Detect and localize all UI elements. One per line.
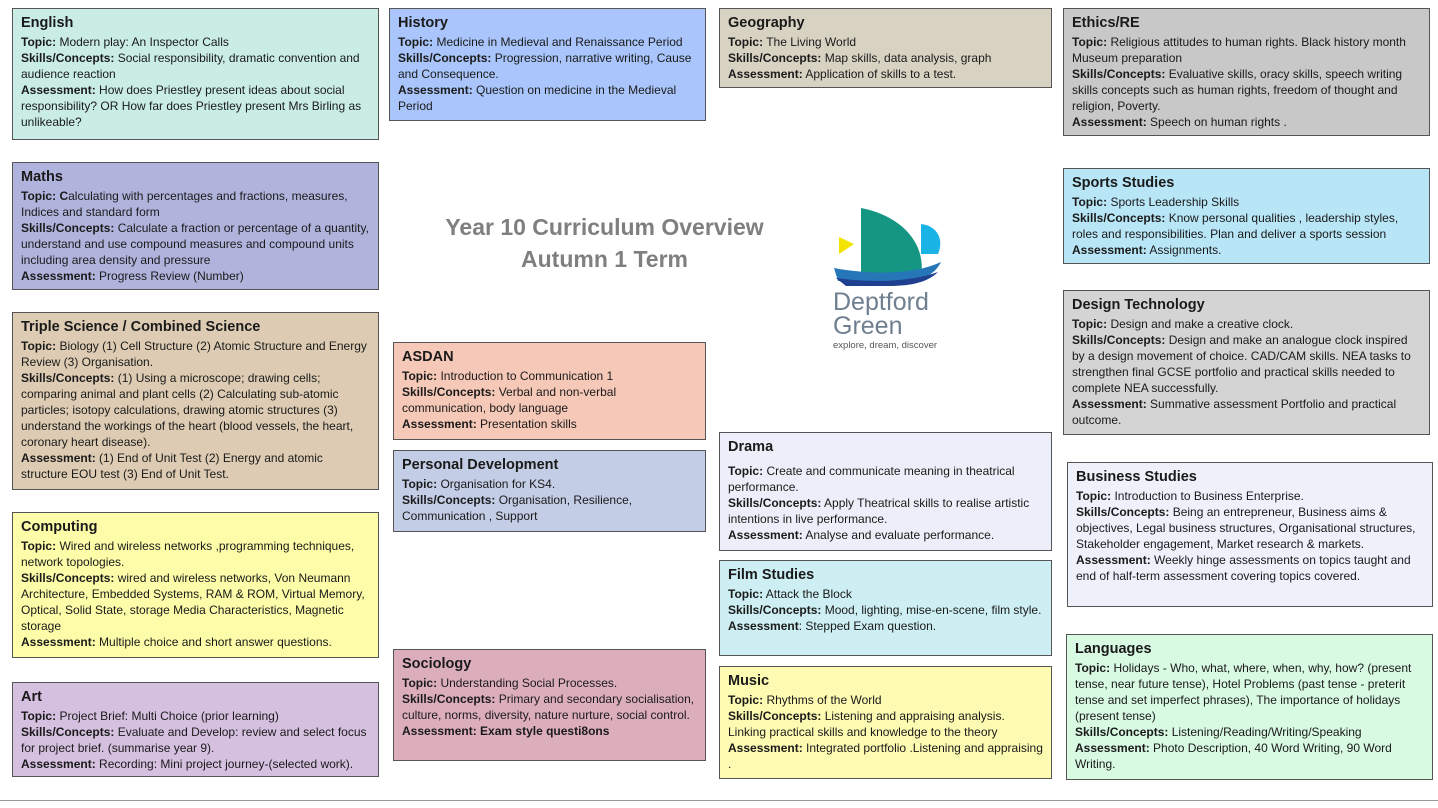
asdan-skills: Skills/Concepts: Verbal and non-verbal communication, body language xyxy=(402,385,617,415)
computing-title: Computing xyxy=(21,519,98,535)
business-title: Business Studies xyxy=(1076,469,1197,485)
science-assessment: Assessment: (1) End of Unit Test (2) Energy and atomic structure EOU test (3) End of Unit Test. xyxy=(21,451,323,481)
computing-assessment: Assessment: Multiple choice and short answer questions. xyxy=(21,635,332,649)
logo-name-line2: Green xyxy=(833,312,903,340)
logo-name-line1: Deptford xyxy=(833,288,929,316)
music-card xyxy=(719,666,1052,779)
geography-skills: Skills/Concepts: Map skills, data analysis, graph xyxy=(728,51,992,65)
languages-assessment: Assessment: Photo Description, 40 Word Writing, 90 Word Writing. xyxy=(1075,741,1392,771)
asdan-card xyxy=(393,342,706,440)
english-topic: Topic: Modern play: An Inspector Calls xyxy=(21,35,229,49)
history-skills: Skills/Concepts: Progression, narrative writing, Cause and Consequence. xyxy=(398,51,692,81)
film-assessment: Assessment: Stepped Exam question. xyxy=(728,619,937,633)
design-topic: Topic: Design and make a creative clock. xyxy=(1072,317,1294,331)
personal-topic: Topic: Organisation for KS4. xyxy=(402,477,556,491)
drama-topic: Topic: Create and communicate meaning in theatrical performance. xyxy=(728,464,1015,494)
drama-card xyxy=(719,432,1052,551)
geography-assessment: Assessment: Application of skills to a test. xyxy=(728,67,957,81)
business-topic: Topic: Introduction to Business Enterprise. xyxy=(1076,489,1304,503)
sociology-title: Sociology xyxy=(402,656,472,672)
geography-title: Geography xyxy=(728,15,805,31)
film-card xyxy=(719,560,1052,656)
music-topic: Topic: Rhythms of the World xyxy=(728,693,882,707)
science-title: Triple Science / Combined Science xyxy=(21,319,261,335)
history-title: History xyxy=(398,15,448,31)
history-topic: Topic: Medicine in Medieval and Renaissance Period xyxy=(398,35,683,49)
languages-skills: Skills/Concepts: Listening/Reading/Writing/Speaking xyxy=(1075,725,1362,739)
art-skills: Skills/Concepts: Evaluate and Develop: review and select focus for project brief. (summarise year 9). xyxy=(21,725,367,755)
asdan-topic: Topic: Introduction to Communication 1 xyxy=(402,369,614,383)
science-topic: Topic: Biology (1) Cell Structure (2) Atomic Structure and Energy Review (3) Organisation. xyxy=(21,339,367,369)
english-title: English xyxy=(21,15,74,31)
music-skills: Skills/Concepts: Listening and appraising analysis. Linking practical skills and knowledge to the theory xyxy=(728,709,1005,739)
personal-skills: Skills/Concepts: Organisation, Resilience, Communication , Support xyxy=(402,493,633,523)
computing-topic: Topic: Wired and wireless networks ,programming techniques, network topologies. xyxy=(21,539,355,569)
design-assessment: Assessment: Summative assessment Portfolio and practical outcome. xyxy=(1072,397,1397,427)
art-card xyxy=(12,682,379,777)
english-skills: Skills/Concepts: Social responsibility, dramatic convention and audience reaction xyxy=(21,51,360,81)
history-card xyxy=(389,8,706,121)
art-assessment: Assessment: Recording: Mini project journey-(selected work). xyxy=(21,757,354,771)
art-title: Art xyxy=(21,689,42,705)
music-assessment: Assessment: Integrated portfolio .Listening and appraising . xyxy=(728,741,1043,771)
music-title: Music xyxy=(728,673,770,689)
languages-card xyxy=(1066,634,1433,780)
film-skills: Skills/Concepts: Mood, lighting, mise-en-scene, film style. xyxy=(728,603,1042,617)
geography-card xyxy=(719,8,1052,88)
logo-tagline: explore, dream, discover xyxy=(833,340,938,351)
sociology-card xyxy=(393,649,706,761)
sociology-assessment: Assessment: Exam style questi8ons xyxy=(402,724,610,738)
maths-topic: Topic: Calculating with percentages and fractions, measures, Indices and standard form xyxy=(21,189,348,219)
maths-title: Maths xyxy=(21,169,63,185)
sports-topic: Topic: Sports Leadership Skills xyxy=(1072,195,1240,209)
ethics-card xyxy=(1063,8,1430,136)
design-card xyxy=(1063,290,1430,435)
asdan-assessment: Assessment: Presentation skills xyxy=(402,417,577,431)
page-title-line1: Year 10 Curriculum Overview xyxy=(445,214,764,240)
ethics-skills: Skills/Concepts: Evaluative skills, oracy skills, speech writing skills concepts such as human rights, freedom of thought and religion, Poverty. xyxy=(1072,67,1403,113)
languages-title: Languages xyxy=(1075,641,1152,657)
art-topic: Topic: Project Brief: Multi Choice (prior learning) xyxy=(21,709,279,723)
ethics-assessment: Assessment: Speech on human rights . xyxy=(1072,115,1287,129)
film-topic: Topic: Attack the Block xyxy=(728,587,852,601)
english-card xyxy=(12,8,379,140)
science-skills: Skills/Concepts: (1) Using a microscope; drawing cells; comparing animal and plant cells (2) Calculating sub-atomic particles; isotopy calculations, drawing atomic structures (3) understand the workings of the heart (blood vessels, the heart, coronary heart disease). xyxy=(21,371,354,449)
drama-assessment: Assessment: Analyse and evaluate performance. xyxy=(728,528,995,542)
drama-skills: Skills/Concepts: Apply Theatrical skills to realise artistic intentions in live performance. xyxy=(728,496,1030,526)
ethics-title: Ethics/RE xyxy=(1072,15,1140,31)
page-title-line2: Autumn 1 Term xyxy=(521,246,688,272)
design-skills: Skills/Concepts: Design and make an analogue clock inspired by a design movement of choice. CAD/CAM skills. NEA tasks to strengthen final GCSE portfolio and practical skills needed to complete NEA successfully. xyxy=(1072,333,1411,395)
footer-divider xyxy=(0,800,1438,801)
ethics-topic: Topic: Religious attitudes to human rights. Black history month Museum preparation xyxy=(1072,35,1406,65)
drama-title: Drama xyxy=(728,439,774,455)
sports-skills: Skills/Concepts: Know personal qualities , leadership styles, roles and responsibilities. Plan and deliver a sports session xyxy=(1072,211,1399,241)
business-assessment: Assessment: Weekly hinge assessments on topics taught and end of half-term assessment covering topics covered. xyxy=(1076,553,1411,583)
sports-title: Sports Studies xyxy=(1072,175,1175,191)
languages-topic: Topic: Holidays - Who, what, where, when, why, how? (present tense, near future tense), Hotel Problems (past tense - preterit tense and set imperfect phrases), The importance of holidays (present tense) xyxy=(1075,661,1412,723)
design-title: Design Technology xyxy=(1072,297,1205,313)
personal-card xyxy=(393,450,706,532)
history-assessment: Assessment: Question on medicine in the Medieval Period xyxy=(398,83,677,113)
maths-skills: Skills/Concepts: Calculate a fraction or percentage of a quantity, understand and use compound measures and compound units including area density and pressure xyxy=(21,221,369,267)
computing-card xyxy=(12,512,379,658)
english-assessment: Assessment: How does Priestley present ideas about social responsibility? OR How far does Priestley present Mrs Birling as unlikeable? xyxy=(21,83,362,129)
sociology-skills: Skills/Concepts: Primary and secondary socialisation, culture, norms, diversity, nature nurture, social control. xyxy=(402,692,695,722)
asdan-title: ASDAN xyxy=(402,349,454,365)
business-card xyxy=(1067,462,1433,607)
sports-assessment: Assessment: Assignments. xyxy=(1072,243,1222,257)
page-title xyxy=(432,211,777,275)
sociology-topic: Topic: Understanding Social Processes. xyxy=(402,676,618,690)
maths-assessment: Assessment: Progress Review (Number) xyxy=(21,269,244,283)
business-skills: Skills/Concepts: Being an entrepreneur, Business aims & objectives, Legal business structures, Organisational structures, Stakeholder engagement, Market research & markets. xyxy=(1076,505,1416,551)
geography-topic: Topic: The Living World xyxy=(728,35,857,49)
science-card xyxy=(12,312,379,490)
maths-card xyxy=(12,162,379,290)
film-title: Film Studies xyxy=(728,567,815,583)
sports-card xyxy=(1063,168,1430,264)
personal-title: Personal Development xyxy=(402,457,559,473)
computing-skills: Skills/Concepts: wired and wireless networks, Von Neumann Architecture, Embedded Systems, RAM & ROM, Virtual Memory, Optical, Solid State, storage Media Characteristics, Magnetic storage xyxy=(21,571,365,633)
logo-wordmark xyxy=(833,290,929,338)
